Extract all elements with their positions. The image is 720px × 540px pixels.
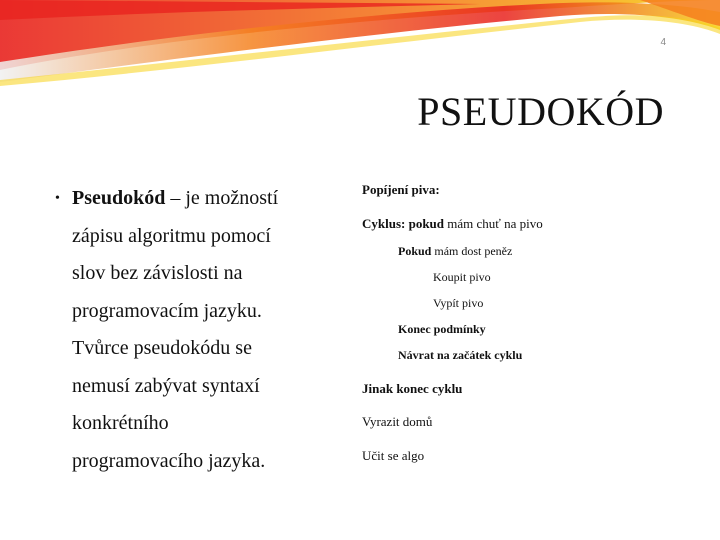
- pseudocode-endif-line: Konec podmínky: [398, 322, 486, 336]
- if-keyword: Pokud: [398, 244, 432, 258]
- definition-line: nemusí zabývat syntaxí: [72, 374, 260, 397]
- pseudocode-learn-line: Učit se algo: [362, 448, 425, 463]
- loop-condition: mám chuť na pivo: [444, 216, 543, 231]
- definition-line-1: – je možností: [165, 187, 279, 209]
- definition-line: konkrétního: [72, 412, 169, 434]
- definition-line: slov bez závislosti na: [72, 262, 243, 284]
- bullet-text: [72, 180, 335, 480]
- definition-line: programovacím jazyku.: [72, 299, 262, 322]
- bullet-item: [55, 180, 335, 480]
- bullet-icon: •: [55, 191, 60, 206]
- term-label: Pseudokód: [72, 187, 166, 209]
- pseudocode-home-line: Vyrazit domů: [362, 414, 433, 429]
- pseudocode-return-line: Návrat na začátek cyklu: [398, 348, 523, 362]
- pseudocode-else-line: Jinak konec cyklu: [362, 381, 463, 396]
- pseudocode-loop-line: [362, 216, 543, 232]
- definition-block: [55, 180, 335, 480]
- pseudocode-drink-line: Vypít pivo: [433, 296, 484, 310]
- pseudocode-heading: Popíjení piva:: [362, 182, 440, 197]
- loop-keyword: Cyklus: pokud: [362, 216, 445, 231]
- slide-number: 4: [660, 37, 666, 48]
- decorative-swoosh: [0, 0, 720, 90]
- pseudocode-buy-line: Koupit pivo: [433, 270, 491, 284]
- definition-line: programovacího jazyka.: [72, 449, 266, 472]
- if-condition: mám dost peněz: [431, 244, 513, 258]
- definition-line: zápisu algoritmu pomocí: [72, 224, 271, 247]
- definition-line: Tvůrce pseudokódu se: [72, 337, 252, 359]
- slide-title: PSEUDOKÓD: [417, 89, 664, 134]
- pseudocode-if-line: [398, 244, 512, 259]
